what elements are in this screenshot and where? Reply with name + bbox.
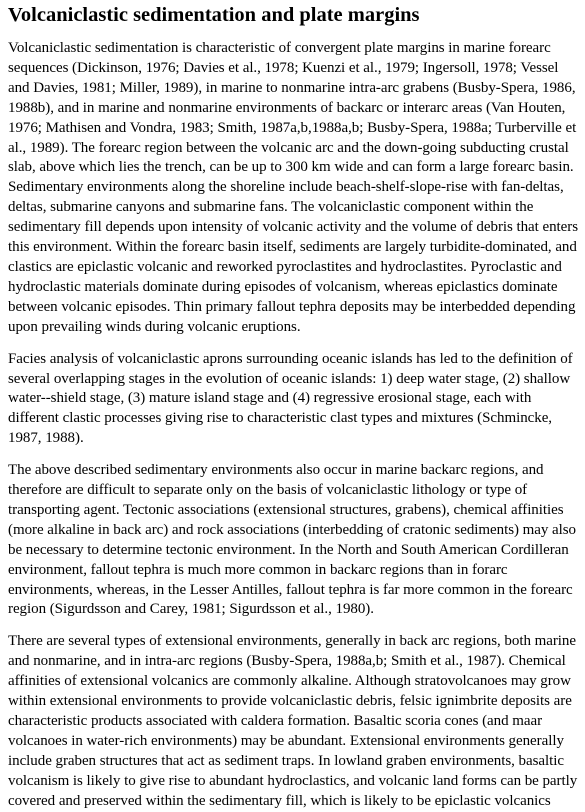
paragraph-backarc-regions: The above described sedimentary environments also occur in marine backarc regions, and therefore are difficult to separate only on the basis of volcaniclastic lithology or type of transporting agent. Tectonic associations (extensional structures, grabens), chemical affinities (more alkaline in back arc) and rock associations (interbedding of cratonic sediments) may also be necessary to determine tectonic environment. In the North and South American Cordilleran environment, fallout tephra is much more common in backarc regions than in forarc environments, whereas, in the Lesser Antilles, fallout tephra is far more common in the forearc region (Sigurdsson and Carey, 1981; Sigurdsson et al., 1980). [8, 462, 576, 618]
paragraph-extensional-environments: There are several types of extensional environments, generally in back arc regions, both marine and nonmarine, and in intra-arc regions (Busby-Spera, 1988a,b; Smith et al., 1987). Chemical affinities of extensional volcanics are commonly alkaline. Although stratovolcanoes may grow within extensional environments to provide volcaniclastic debris, felsic ignimbrite deposits are characteristic products associated with caldera formation. Basaltic scoria cones (and maar volcanoes in water-rich environments) may be abundant. Extensional environments generally include graben structures that act as sediment traps. In lowland graben environments, basaltic volcanism is likely to give rise to abundant hydroclastics, and volcanic land forms can be partly covered and preserved within the sedimentary fill, which is likely to be epiclastic volcanics [8, 633, 578, 809]
document-page [8, 0, 580, 812]
paragraph-forearc-sedimentation: Volcaniclastic sedimentation is characteristic of convergent plate margins in marine forearc sequences (Dickinson, 1976; Davies et al., 1978; Kuenzi et al., 1979; Ingersoll, 1978; Vessel and Davies, 1981; Miller, 1989), in marine to nonmarine intra-arc grabens (Busby-Spera, 1986, 1988b), and in marine and nonmarine environments of backarc or interarc areas (Van Houten, 1976; Mathisen and Vondra, 1983; Smith, 1987a,b,1988a,b; Busby-Spera, 1988a; Turberville et al., 1989). The forearc region between the volcanic arc and the down-going subducting crustal slab, above which lies the trench, can be up to 300 km wide and can form a large forearc basin. Sedimentary environments along the shoreline include beach-shelf-slope-rise with fan-deltas, deltas, submarine canyons and submarine fans. The volcaniclastic component within the sedimentary fill depends upon intensity of volcanic activity and the volume of debris that enters this environment. Within the forearc basin itself, sediments are largely turbidite-dominated, and clastics are epiclastic volcanic and reworked pyroclastites and hydroclastites. Pyroclastic and hydroclastic materials dominate during episodes of volcanism, whereas epiclastics dominate between volcanic episodes. Thin primary fallout tephra deposits may be interbedded depending upon prevailing winds during volcanic eruptions. [8, 40, 578, 335]
document-title: Volcaniclastic sedimentation and plate margins [8, 4, 420, 26]
paragraph-oceanic-islands: Facies analysis of volcaniclastic aprons surrounding oceanic islands has led to the definition of several overlapping stages in the evolution of oceanic islands: 1) deep water stage, (2) shallow water--shield stage, (3) mature island stage and (4) regressive erosional stage, each with different clastic processes giving rise to characteristic clast types and mixtures (Schmincke, 1987, 1988). [8, 350, 573, 447]
